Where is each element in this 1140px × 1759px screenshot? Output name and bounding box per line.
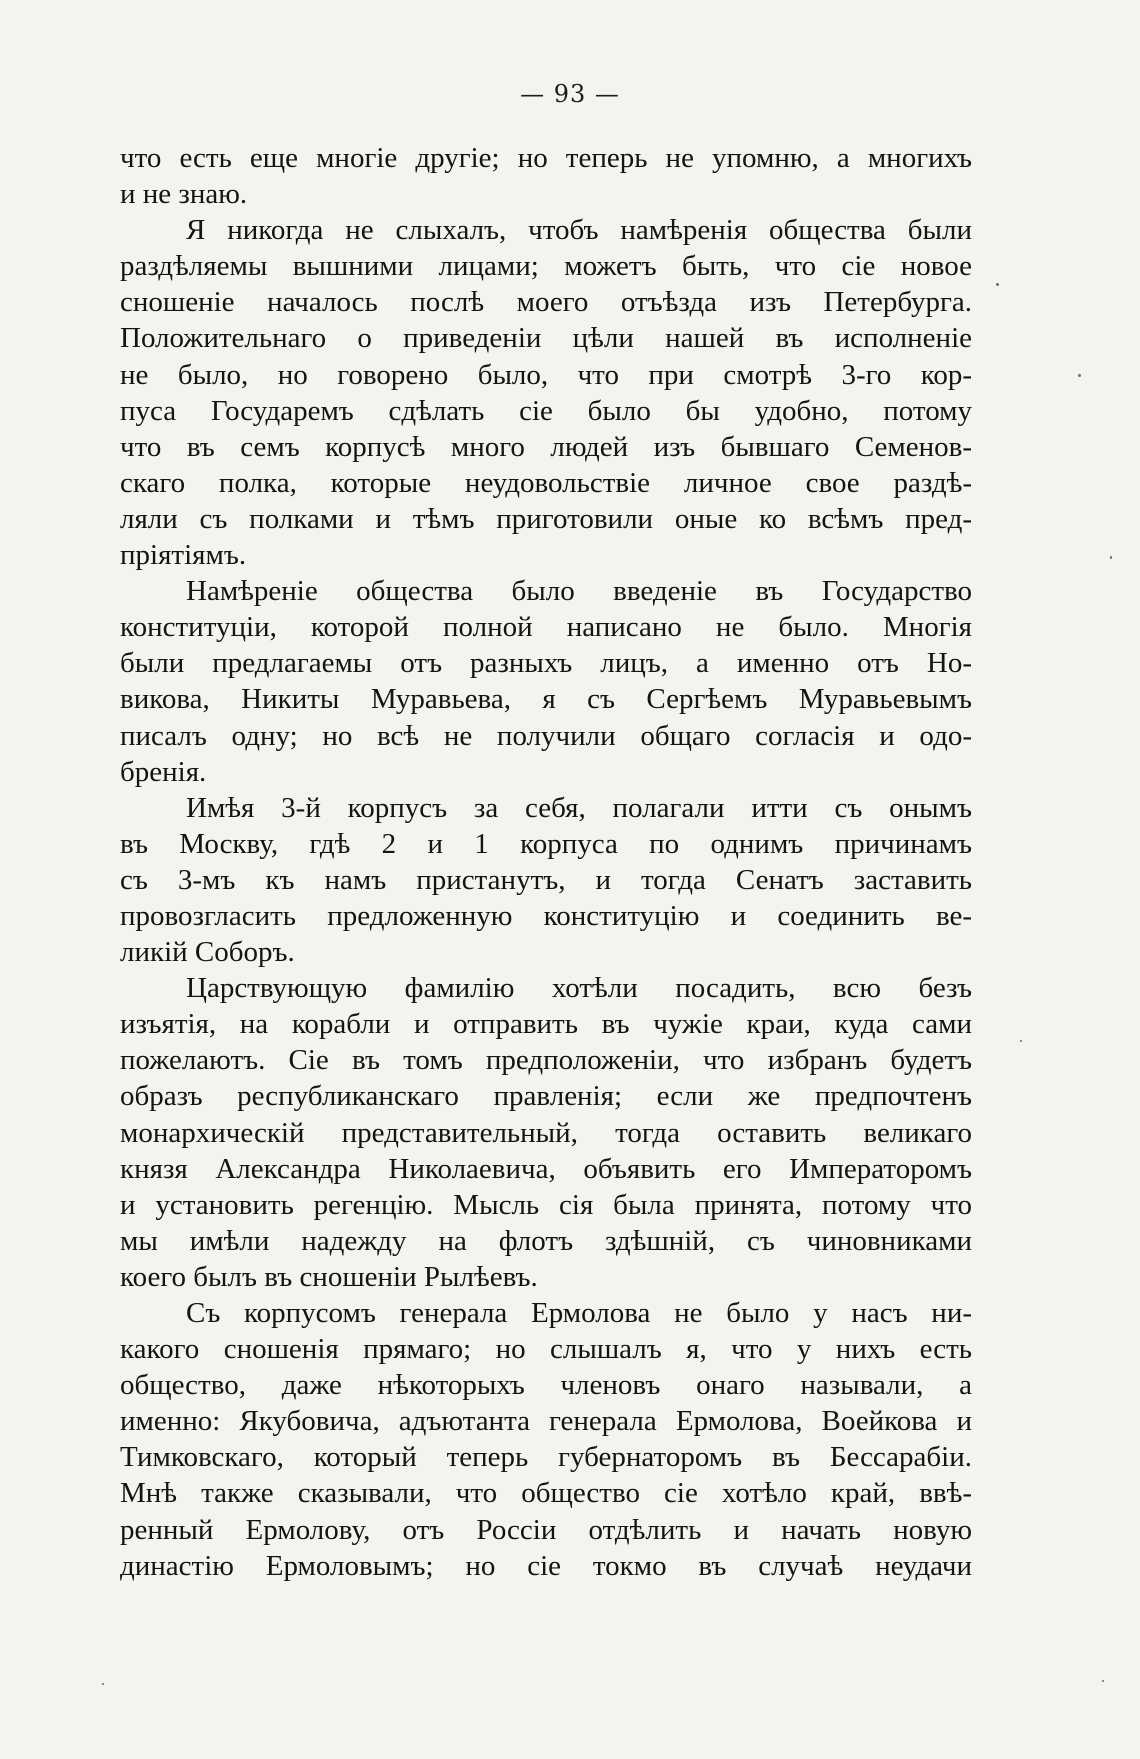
text-line: провозгласить предложенную конституцію и соединить ве- (120, 899, 972, 932)
text-line: монархическій представительный, тогда оставить великаго (120, 1116, 972, 1149)
text-line: изъятія, на корабли и отправить въ чужіе краи, куда сами (120, 1008, 972, 1041)
text-line: Съ корпусомъ генерала Ермолова не было у насъ ни- (186, 1297, 972, 1329)
text-line: пуса Государемъ сдѣлать сіе было бы удобно, потому (120, 394, 972, 427)
page-number: — 93 — (520, 80, 620, 108)
scan-speck (102, 1683, 104, 1685)
text-line: что есть еще многіе другіе; но теперь не упомню, а многихъ (120, 142, 972, 174)
text-line: образъ республиканскаго правленія; если же предпочтенъ (120, 1080, 972, 1113)
text-line: что въ семъ корпусѣ много людей изъ бывшаго Семенов- (120, 430, 972, 463)
text-line: писалъ одну; но всѣ не получили общаго согласія и одо- (120, 719, 972, 752)
text-line: пожелаютъ. Сіе въ томъ предположеніи, что избранъ будетъ (120, 1044, 972, 1077)
text-line: съ 3-мъ къ намъ пристанутъ, и тогда Сенатъ заставить (120, 863, 972, 896)
text-line: не было, но говорено было, что при смотрѣ 3-го кор- (120, 358, 972, 391)
text-line: Положительнаго о приведеніи цѣли нашей въ исполненіе (120, 322, 972, 355)
text-line: именно: Якубовича, адъютанта генерала Ермолова, Воейкова и (120, 1405, 972, 1438)
scan-speck (1078, 374, 1081, 377)
text-line: бренія. (120, 755, 207, 788)
scan-speck (1020, 1040, 1022, 1042)
text-line: пріятіямъ. (120, 539, 247, 572)
text-line: Мнѣ также сказывали, что общество сіе хотѣло край, ввѣ- (120, 1477, 972, 1510)
text-line: Тимковскаго, который теперь губернаторомъ въ Бессарабіи. (120, 1441, 972, 1474)
text-line: скаго полка, которые неудовольствіе личное свое раздѣ- (120, 466, 972, 499)
text-line: какого сношенія прямаго; но слышалъ я, что у нихъ есть (120, 1333, 972, 1366)
text-line: ликій Соборъ. (120, 936, 295, 969)
text-line: раздѣляемы вышними лицами; можетъ быть, что сіе новое (120, 250, 972, 283)
scan-speck (996, 283, 999, 286)
text-line: общество, даже нѣкоторыхъ членовъ онаго называли, а (120, 1369, 972, 1402)
text-line: ляли съ полками и тѣмъ приготовили оные ко всѣмъ пред- (120, 502, 972, 535)
text-line: Я никогда не слыхалъ, чтобъ намѣренія общества были (186, 214, 972, 247)
text-line: князя Александра Николаевича, объявить его Императоромъ (120, 1152, 972, 1185)
scan-speck (1110, 556, 1112, 559)
text-line: Имѣя 3-й корпусъ за себя, полагали итти съ онымъ (186, 791, 972, 824)
text-line: мы имѣли надежду на флотъ здѣшній, съ чиновниками (120, 1224, 972, 1257)
text-line: династію Ермоловымъ; но сіе токмо въ случаѣ неудачи (120, 1549, 972, 1582)
text-line: и не знаю. (120, 178, 248, 211)
text-line: въ Москву, гдѣ 2 и 1 корпуса по однимъ причинамъ (120, 827, 972, 860)
page-text (120, 140, 972, 1584)
text-line: конституціи, которой полной написано не было. Многія (120, 611, 972, 644)
scan-speck (1102, 1680, 1104, 1682)
text-line: были предлагаемы отъ разныхъ лицъ, а именно отъ Но- (120, 647, 972, 680)
text-line: ренный Ермолову, отъ Россіи отдѣлить и начать новую (120, 1513, 972, 1546)
text-line: сношеніе началось послѣ моего отъѣзда изъ Петербурга. (120, 286, 972, 319)
text-line: Намѣреніе общества было введеніе въ Государство (186, 575, 972, 608)
text-line: викова, Никиты Муравьева, я съ Сергѣемъ Муравьевымъ (120, 683, 972, 716)
text-line: коего былъ въ сношеніи Рылѣевъ. (120, 1260, 538, 1293)
text-line: Царствующую фамилію хотѣли посадить, всю безъ (186, 972, 972, 1005)
text-line: и установить регенцію. Мысль сія была принята, потому что (120, 1188, 972, 1221)
